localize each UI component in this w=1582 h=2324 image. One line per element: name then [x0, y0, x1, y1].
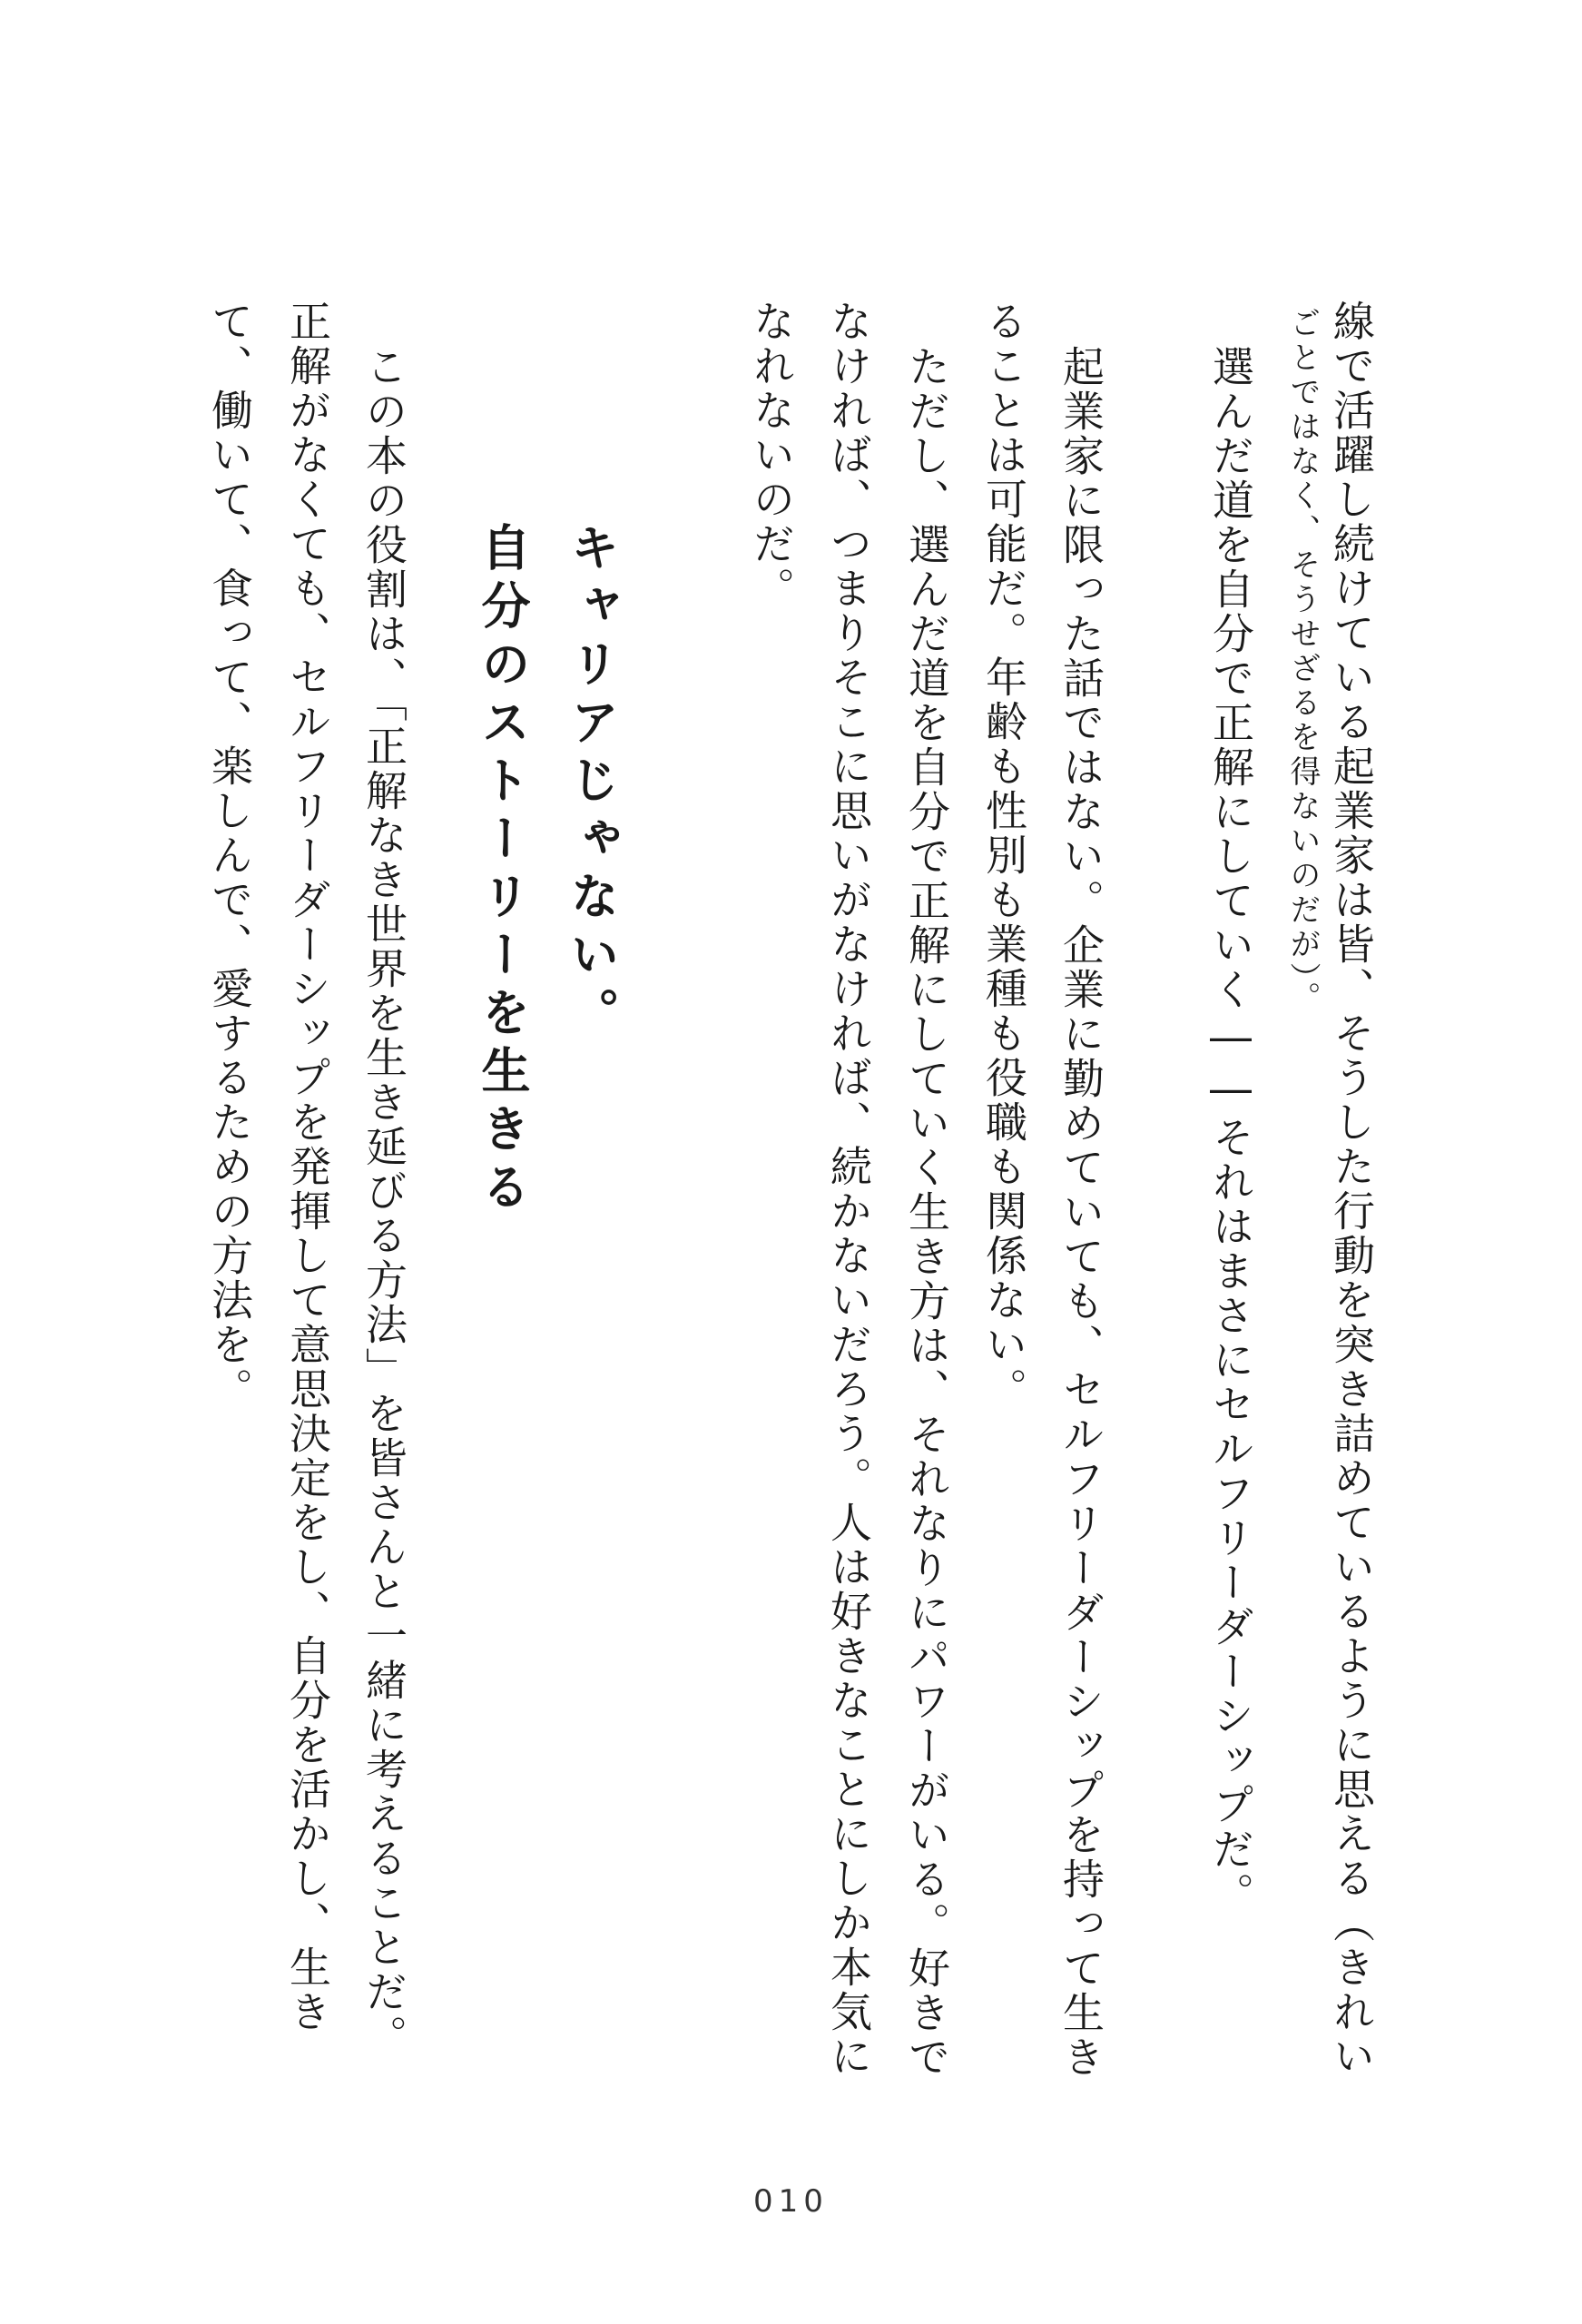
- text-column: 線で活躍し続けている起業家は皆、そうした行動を突き詰めているように思える（きれい: [1327, 300, 1376, 2079]
- text-column: なければ、つまりそこに思いがなければ、続かないだろう。人は好きなことにしか本気に: [824, 300, 873, 2079]
- page-number: 010: [753, 2183, 829, 2220]
- section-heading: 自分のストーリーを生きる: [474, 522, 531, 1219]
- text-column: ごとではなく、そうせざるを得ないのだが）。: [1284, 307, 1321, 1016]
- text-column: 選んだ道を自分で正解にしていく――それはまさにセルフリーダーシップだ。: [1206, 345, 1255, 1916]
- text-column: 正解がなくても、セルフリーダーシップを発揮して意思決定をし、自分を活かし、生き: [283, 300, 332, 2034]
- text-column: ただし、選んだ道を自分で正解にしていく生き方は、それなりにパワーがいる。好きで: [902, 345, 951, 2080]
- text-column: この本の役割は、「正解なき世界を生き延びる方法」を皆さんと一緒に考えることだ。: [359, 345, 408, 2059]
- section-heading: キャリアじゃない。: [563, 522, 620, 1045]
- text-column: て、働いて、食って、楽しんで、愛するための方法を。: [205, 300, 254, 1412]
- text-column: ることは可能だ。年齢も性別も業種も役職も関係ない。: [979, 300, 1028, 1412]
- text-column: 起業家に限った話ではない。企業に勤めていても、セルフリーダーシップを持って生き: [1056, 345, 1105, 2080]
- text-column: なれないのだ。: [747, 300, 796, 611]
